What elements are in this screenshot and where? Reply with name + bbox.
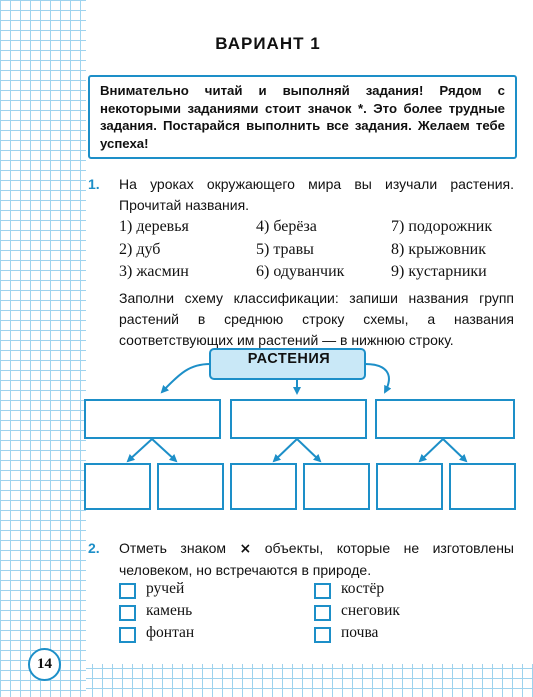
task1-instruction: Заполни схему классификации: запиши названия групп растений в среднюю строку схемы, а названия соответствующих им растений — в нижнюю строку.: [119, 290, 514, 348]
arrow: [365, 364, 389, 392]
plant-cell[interactable]: [449, 463, 516, 510]
arrow: [443, 439, 466, 461]
plant-cell[interactable]: [303, 463, 370, 510]
task1-number: 1.: [88, 176, 100, 192]
plant-item: 3) жасмин: [119, 263, 189, 280]
task2-text-after: объекты, которые не изготовлены человеком, но встречаются в природе.: [119, 540, 514, 578]
task2-text-before: Отметь знаком: [119, 540, 227, 556]
option-label: камень: [146, 602, 193, 619]
cross-mark-icon: ×: [239, 541, 252, 557]
option-label: фонтан: [146, 624, 195, 641]
plant-cell[interactable]: [84, 463, 151, 510]
arrow: [297, 439, 320, 461]
intro-text: Внимательно читай и выполняй задания! Рядом с некоторыми заданиями стоит значок *. Это более трудные задания. Постарайся выполнить все задания. Желаем тебе успеха!: [100, 83, 505, 151]
checkbox[interactable]: [119, 627, 136, 643]
checkbox[interactable]: [119, 605, 136, 621]
plant-item: 9) кустарники: [391, 263, 487, 280]
task1-text: На уроках окружающего мира вы изучали растения. Прочитай названия.: [119, 176, 514, 213]
plant-item: 6) одуванчик: [256, 263, 345, 280]
task2-text: [119, 538, 514, 581]
intro-box: [88, 75, 517, 159]
plant-cell[interactable]: [230, 463, 297, 510]
checkbox[interactable]: [314, 583, 331, 599]
option-label: ручей: [146, 580, 185, 597]
group-cell[interactable]: [375, 399, 515, 439]
plant-item: 2) дуб: [119, 241, 161, 258]
arrow: [128, 439, 152, 461]
arrow: [162, 364, 210, 392]
checkbox[interactable]: [119, 583, 136, 599]
group-cell[interactable]: [84, 399, 221, 439]
option-label: снеговик: [341, 602, 400, 619]
grid-margin: [0, 0, 86, 697]
option-label: костёр: [341, 580, 385, 597]
plant-item: 7) подорожник: [391, 218, 493, 235]
plant-item: 8) крыжовник: [391, 241, 486, 258]
plant-item: 5) травы: [256, 241, 314, 258]
plant-item: 1) деревья: [119, 218, 189, 235]
plant-cell[interactable]: [157, 463, 224, 510]
arrow: [274, 439, 297, 461]
arrow: [152, 439, 176, 461]
arrow: [420, 439, 443, 461]
diagram-root-label: РАСТЕНИЯ: [247, 351, 331, 367]
plant-cell[interactable]: [376, 463, 443, 510]
variant-title: ВАРИАНТ 1: [215, 34, 321, 53]
checkbox[interactable]: [314, 605, 331, 621]
checkbox[interactable]: [314, 627, 331, 643]
grid-margin-bottom: [86, 664, 533, 697]
option-label: почва: [341, 624, 379, 641]
plant-item: 4) берёза: [256, 218, 317, 235]
task2-number: 2.: [88, 540, 100, 556]
page-number: 14: [28, 648, 61, 681]
group-cell[interactable]: [230, 399, 367, 439]
